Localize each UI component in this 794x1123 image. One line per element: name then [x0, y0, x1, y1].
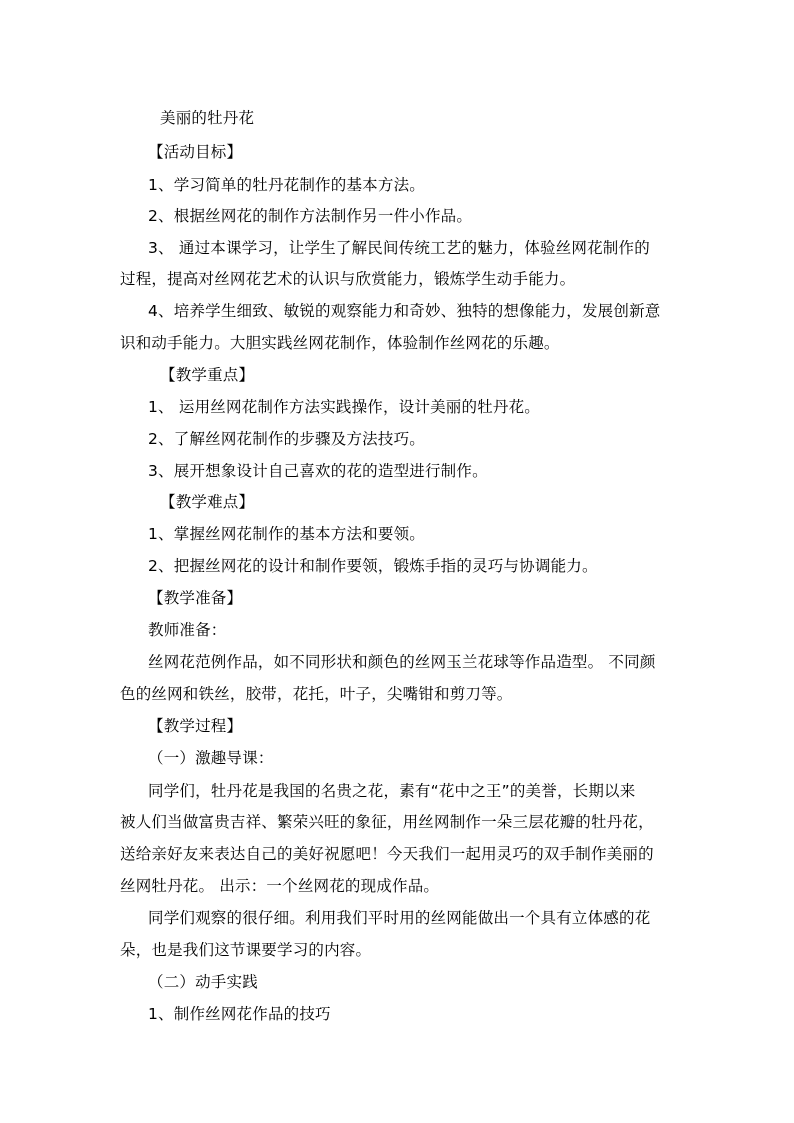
- section-1-paragraph-2-line-1: 同学们观察的很仔细。利用我们平时用的丝网能做出一个具有立体感的花: [148, 909, 651, 927]
- preparation-text-line-1: 丝网花范例作品，如不同形状和颜色的丝网玉兰花球等作品造型。 不同颜: [148, 653, 656, 671]
- section-2-heading: （二）动手实践: [148, 973, 258, 991]
- section-1-heading: （一）激趣导课：: [148, 749, 274, 767]
- difficulties-heading: 【教学难点】: [160, 493, 255, 511]
- objective-2: 2、根据丝网花的制作方法制作另一件小作品。: [148, 207, 473, 225]
- key-point-3: 3、展开想象设计自己喜欢的花的造型进行制作。: [148, 462, 488, 480]
- process-heading: 【教学过程】: [148, 717, 243, 735]
- key-point-2: 2、了解丝网花制作的步骤及方法技巧。: [148, 430, 425, 448]
- key-points-heading: 【教学重点】: [160, 366, 255, 384]
- preparation-heading: 【教学准备】: [148, 589, 243, 607]
- objective-4-line-1: 4、培养学生细致、敏锐的观察能力和奇妙、独特的想像能力，发展创新意: [148, 302, 661, 320]
- key-point-1: 1、 运用丝网花制作方法实践操作，设计美丽的牡丹花。: [148, 398, 540, 416]
- section-1-paragraph-2-line-2: 朵，也是我们这节课要学习的内容。: [120, 941, 372, 959]
- difficulty-1: 1、掌握丝网花制作的基本方法和要领。: [148, 525, 425, 543]
- objective-1: 1、学习简单的牡丹花制作的基本方法。: [148, 176, 425, 194]
- difficulty-2: 2、把握丝网花的设计和制作要领，锻炼手指的灵巧与协调能力。: [148, 557, 598, 575]
- section-1-paragraph-1-line-1: 同学们，牡丹花是我国的名贵之花，素有“花中之王”的美誉，长期以来: [148, 782, 636, 800]
- objectives-heading: 【活动目标】: [148, 143, 243, 161]
- preparation-text-line-2: 色的丝网和铁丝，胶带，花托，叶子，尖嘴钳和剪刀等。: [120, 685, 513, 703]
- section-1-paragraph-1-line-3: 送给亲好友来表达自己的美好祝愿吧！今天我们一起用灵巧的双手制作美丽的: [120, 845, 654, 863]
- section-1-paragraph-1-line-4: 丝网牡丹花。 出示：一个丝网花的现成作品。: [120, 877, 440, 895]
- document-title: 美丽的牡丹花: [160, 109, 255, 127]
- objective-3-line-2: 过程，提高对丝网花艺术的认识与欣赏能力，锻炼学生动手能力。: [120, 270, 576, 288]
- preparation-label: 教师准备：: [148, 621, 227, 639]
- objective-3-line-1: 3、 通过本课学习，让学生了解民间传统工艺的魅力，体验丝网花制作的: [148, 239, 650, 257]
- objective-4-line-2: 识和动手能力。大胆实践丝网花制作，体验制作丝网花的乐趣。: [120, 334, 560, 352]
- section-1-paragraph-1-line-2: 被人们当做富贵吉祥、繁荣兴旺的象征，用丝网制作一朵三层花瓣的牡丹花，: [120, 813, 654, 831]
- section-2-item-1: 1、制作丝网花作品的技巧: [148, 1005, 331, 1023]
